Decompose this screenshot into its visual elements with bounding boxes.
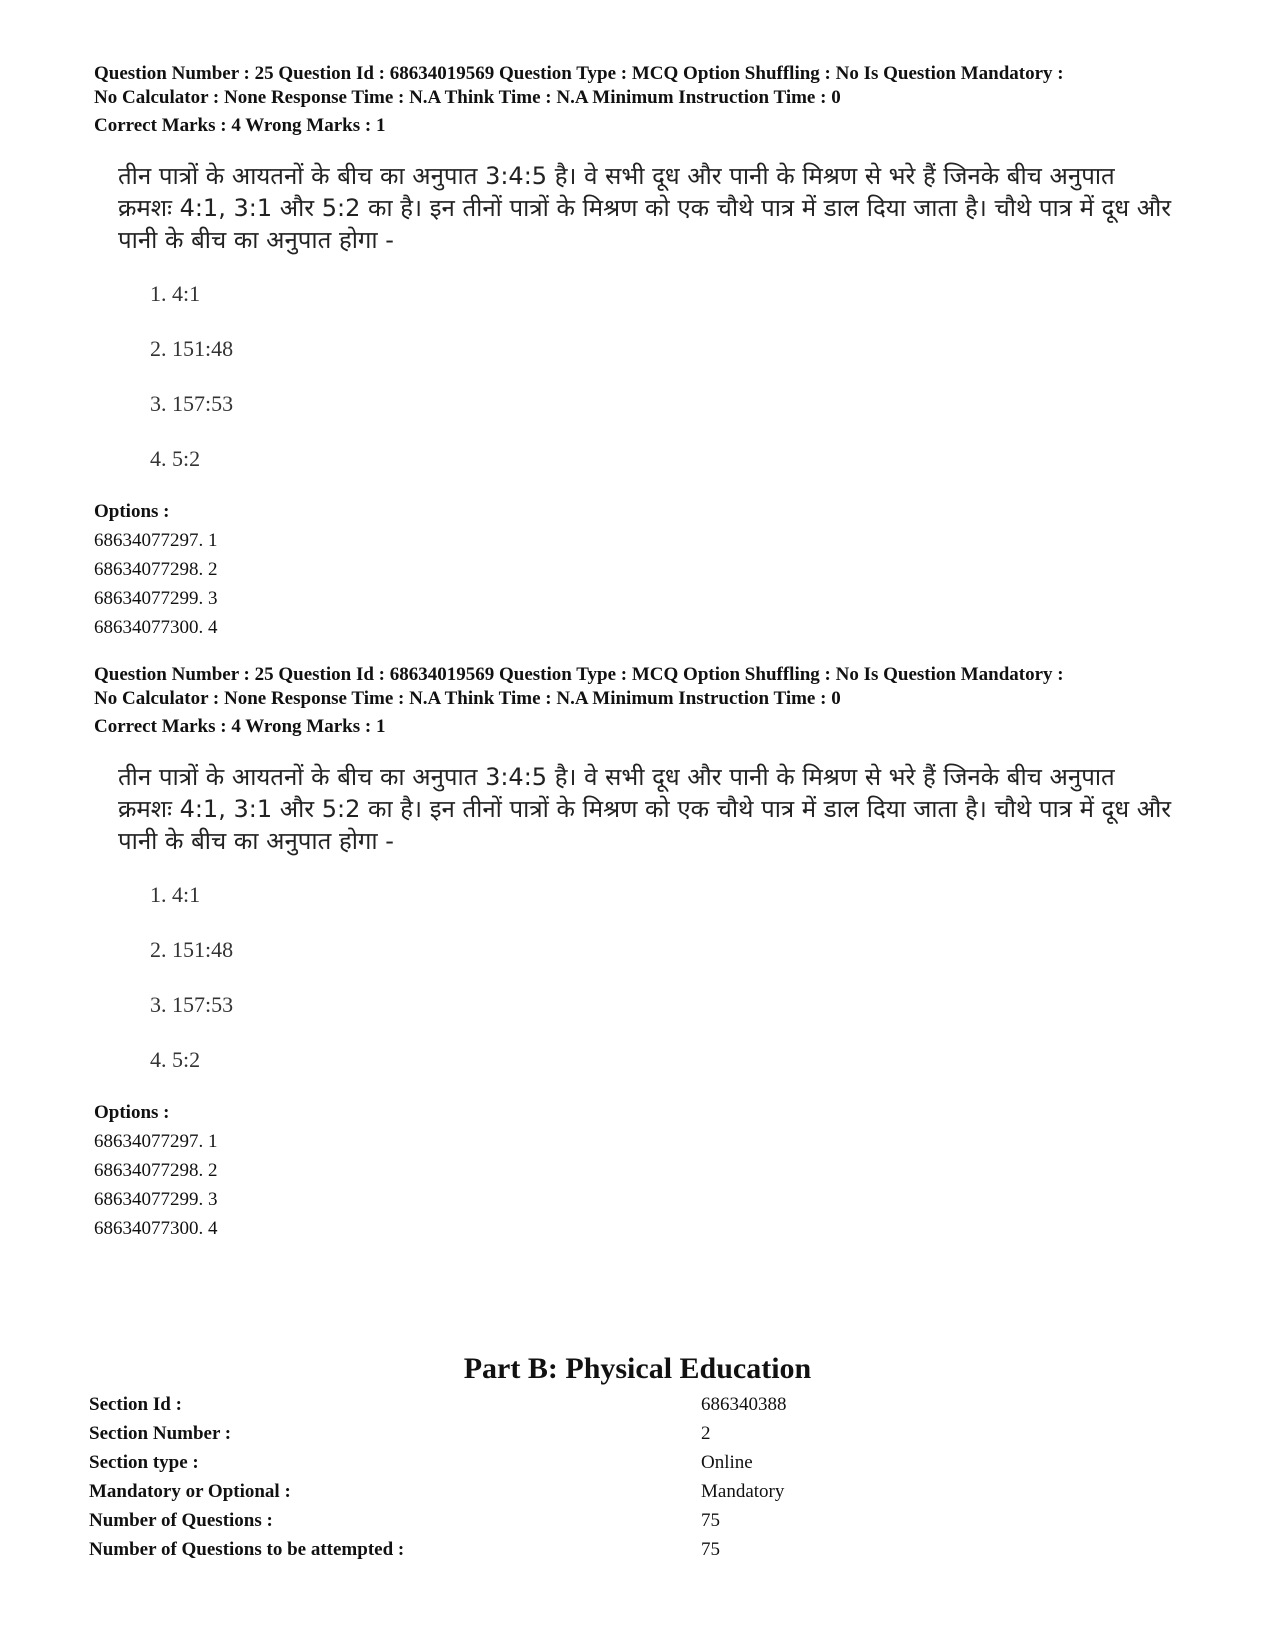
answer-choice-4: 4. 5:2: [150, 1047, 201, 1072]
options-label: Options :: [94, 1102, 170, 1123]
section-row-value: Online: [701, 1452, 753, 1473]
section-row-key: Number of Questions to be attempted :: [89, 1539, 405, 1560]
section-info-table: [89, 1390, 1189, 1564]
question-marks: Correct Marks : 4 Wrong Marks : 1: [94, 716, 386, 737]
question-marks: Correct Marks : 4 Wrong Marks : 1: [94, 115, 386, 136]
section-row-key: Section Number :: [89, 1423, 232, 1444]
question-meta: [94, 663, 1214, 711]
answer-choice-3: 3. 157:53: [150, 391, 234, 416]
question-block-2: [94, 663, 1214, 1243]
answer-choice-2: 2. 151:48: [150, 336, 234, 361]
option-id-1: 68634077297. 1: [94, 530, 218, 551]
answer-choice-1: 1. 4:1: [150, 882, 201, 907]
options-label: Options :: [94, 501, 170, 522]
section-row-value: 2: [701, 1423, 711, 1444]
option-id-4: 68634077300. 4: [94, 1218, 218, 1239]
section-row-type: [89, 1448, 1189, 1477]
option-id-3: 68634077299. 3: [94, 1189, 218, 1210]
section-row-value: 686340388: [701, 1394, 787, 1415]
meta-line-2: No Calculator : None Response Time : N.A Think Time : N.A Minimum Instruction Time : 0: [94, 688, 841, 709]
section-row-number: [89, 1419, 1189, 1448]
section-row-mandatory: [89, 1477, 1189, 1506]
answer-choice-4: 4. 5:2: [150, 446, 201, 471]
section-row-key: Section type :: [89, 1452, 199, 1473]
meta-line-1: Question Number : 25 Question Id : 68634019569 Question Type : MCQ Option Shuffling : No Is Question Mandatory :: [94, 63, 1064, 84]
section-row-value: 75: [701, 1539, 720, 1560]
question-text: [118, 160, 1178, 256]
section-row-attempt-count: [89, 1535, 1189, 1564]
option-id-1: 68634077297. 1: [94, 1131, 218, 1152]
option-id-2: 68634077298. 2: [94, 559, 218, 580]
section-row-value: Mandatory: [701, 1481, 785, 1502]
answer-choice-3: 3. 157:53: [150, 992, 234, 1017]
question-text-line-1: तीन पात्रों के आयतनों के बीच का अनुपात 3:4:5 है। वे सभी दूध और पानी के मिश्रण से भरे हैं जिनके बीच अनुपात: [118, 763, 1115, 791]
question-text-line-3: पानी के बीच का अनुपात होगा -: [118, 226, 394, 254]
options-list: [94, 1127, 1214, 1243]
question-meta: [94, 62, 1214, 110]
options-list: [94, 526, 1214, 642]
meta-line-1: Question Number : 25 Question Id : 68634019569 Question Type : MCQ Option Shuffling : No Is Question Mandatory :: [94, 664, 1064, 685]
answer-choices: [150, 278, 1214, 498]
section-row-key: Number of Questions :: [89, 1510, 273, 1531]
meta-line-2: No Calculator : None Response Time : N.A Think Time : N.A Minimum Instruction Time : 0: [94, 87, 841, 108]
question-text-line-2: क्रमशः 4:1, 3:1 और 5:2 का है। इन तीनों पात्रों के मिश्रण को एक चौथे पात्र में डाल दिया जाता है। चौथे पात्र में दूध और: [118, 194, 1172, 222]
section-row-key: Section Id :: [89, 1394, 182, 1415]
question-text-line-3: पानी के बीच का अनुपात होगा -: [118, 827, 394, 855]
question-text-line-2: क्रमशः 4:1, 3:1 और 5:2 का है। इन तीनों पात्रों के मिश्रण को एक चौथे पात्र में डाल दिया जाता है। चौथे पात्र में दूध और: [118, 795, 1172, 823]
option-id-2: 68634077298. 2: [94, 1160, 218, 1181]
option-id-3: 68634077299. 3: [94, 588, 218, 609]
section-row-question-count: [89, 1506, 1189, 1535]
question-block-1: [94, 62, 1214, 642]
section-row-value: 75: [701, 1510, 720, 1531]
question-text-line-1: तीन पात्रों के आयतनों के बीच का अनुपात 3:4:5 है। वे सभी दूध और पानी के मिश्रण से भरे हैं जिनके बीच अनुपात: [118, 162, 1115, 190]
section-row-key: Mandatory or Optional :: [89, 1481, 291, 1502]
option-id-4: 68634077300. 4: [94, 617, 218, 638]
section-row-id: [89, 1390, 1189, 1419]
question-text: [118, 761, 1178, 857]
answer-choices: [150, 879, 1214, 1099]
answer-choice-2: 2. 151:48: [150, 937, 234, 962]
part-title: Part B: Physical Education: [463, 1352, 812, 1385]
answer-choice-1: 1. 4:1: [150, 281, 201, 306]
